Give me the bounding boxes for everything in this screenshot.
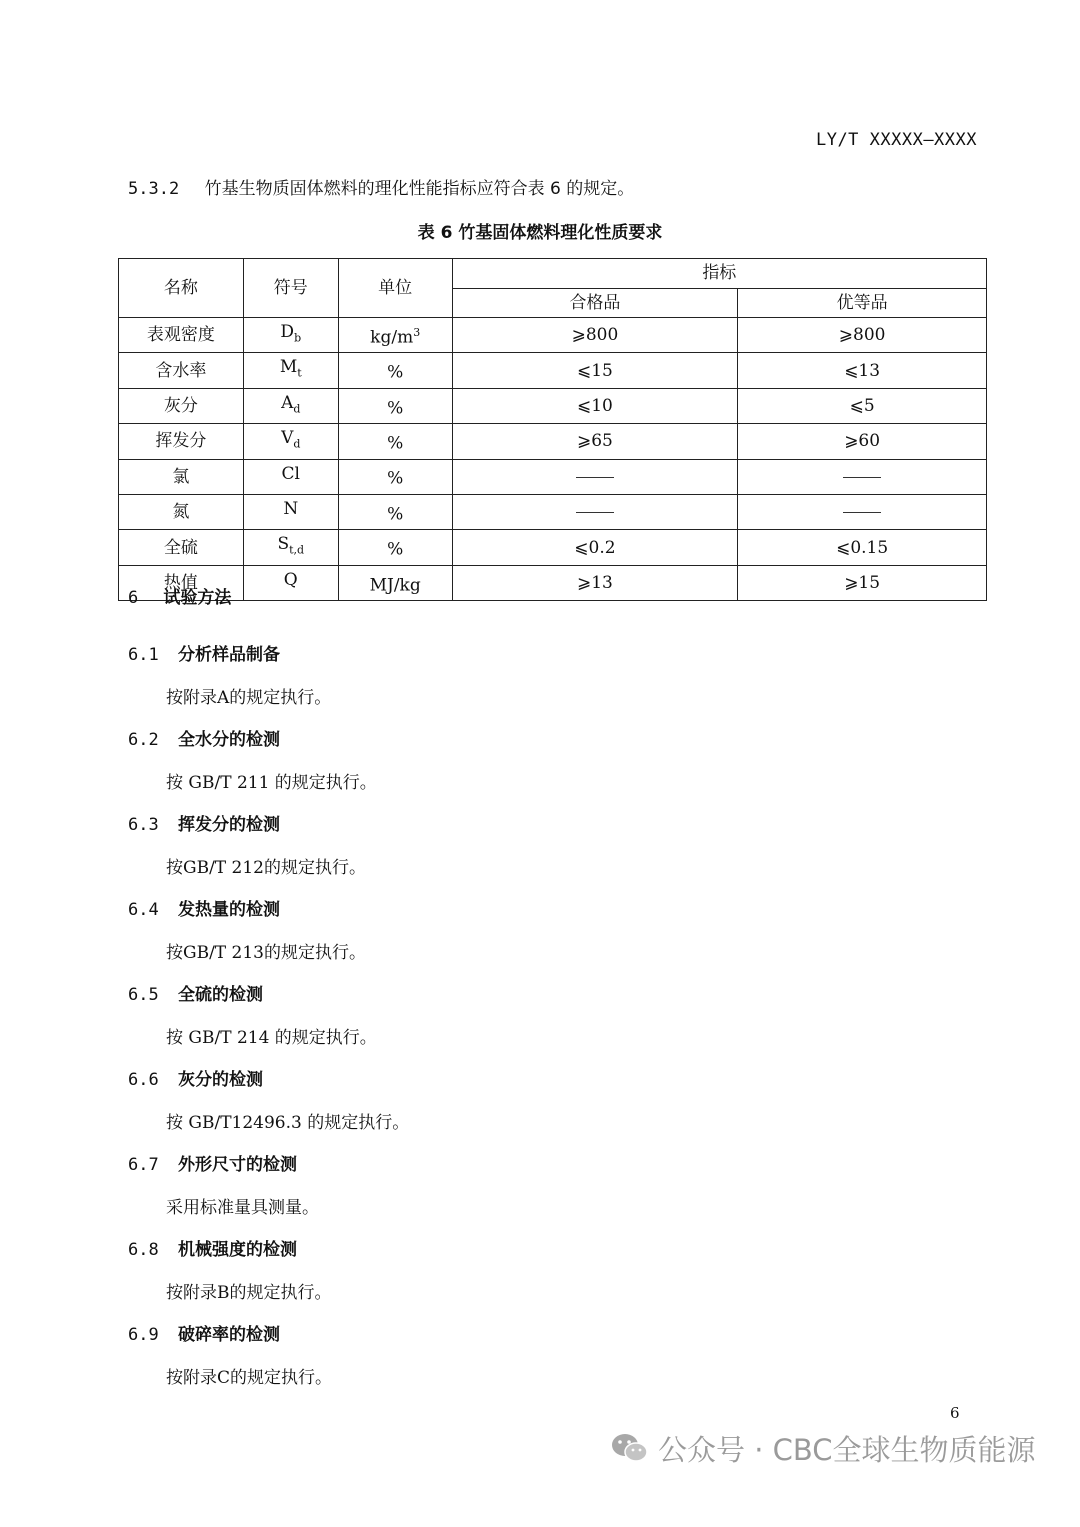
unit-main: MJ/kg: [369, 575, 421, 596]
cell-qualified: [452, 459, 738, 494]
cell-qualified: ⩾65: [452, 424, 738, 459]
table-row: [119, 494, 987, 529]
cell-name: 灰分: [119, 388, 244, 423]
cell-unit: [338, 565, 452, 600]
subsection-text: 按 GB/T12496.3 的规定执行。: [166, 1113, 410, 1133]
cell-superior: ⩾60: [738, 424, 987, 459]
cell-qualified: [452, 494, 738, 529]
symbol-main: D: [280, 322, 295, 342]
wechat-icon: [610, 1432, 650, 1464]
table-row: [119, 565, 987, 600]
dash-mark: [576, 512, 614, 513]
subsection-heading: [128, 725, 280, 750]
watermark: [610, 1430, 1036, 1466]
header-unit: 单位: [338, 259, 452, 318]
header-indicator: 指标: [452, 259, 986, 289]
cell-symbol: [243, 565, 338, 600]
spec-table: [118, 258, 987, 601]
unit-main: %: [387, 398, 404, 419]
unit-main: %: [387, 539, 404, 560]
header-symbol: 符号: [243, 259, 338, 318]
subsection-number: 6.6: [128, 1070, 159, 1090]
subsection-text: 按 GB/T 211 的规定执行。: [166, 773, 377, 793]
header-superior: 优等品: [738, 288, 987, 318]
cell-qualified: ⩽10: [452, 388, 738, 423]
subsection-number: 6.2: [128, 730, 159, 750]
cell-unit: [338, 530, 452, 565]
cell-superior: ⩽5: [738, 388, 987, 423]
unit-superscript: 3: [413, 325, 421, 339]
unit-main: kg/m: [370, 327, 414, 348]
symbol-main: V: [281, 428, 294, 449]
cell-qualified: ⩾13: [452, 565, 738, 600]
cell-unit: [338, 318, 452, 353]
document-code: LY/T XXXXX—XXXX: [815, 130, 977, 150]
subsection-title: 机械强度的检测: [178, 1240, 297, 1260]
cell-name: 全硫: [119, 530, 244, 565]
cell-symbol: [243, 530, 338, 565]
table-title: 表 6 竹基固体燃料理化性质要求: [417, 223, 663, 243]
dash-mark: [843, 477, 881, 478]
subsection-heading: [128, 980, 263, 1005]
subsection-text: 按附录B的规定执行。: [166, 1283, 332, 1303]
dash-mark: [576, 477, 614, 478]
page-number: 6: [950, 1404, 960, 1422]
subsection-title: 全硫的检测: [178, 985, 263, 1005]
subsection-text: 采用标准量具测量。: [166, 1198, 319, 1218]
symbol-main: S: [277, 534, 290, 555]
cell-name: 表观密度: [119, 318, 244, 353]
cell-unit: [338, 353, 452, 388]
subsection-text: 按附录A的规定执行。: [166, 688, 332, 708]
cell-qualified: ⩽0.2: [452, 530, 738, 565]
cell-unit: [338, 388, 452, 423]
cell-qualified: ⩽15: [452, 353, 738, 388]
header-name: 名称: [119, 259, 244, 318]
symbol-main: Cl: [281, 463, 300, 484]
subsection-number: 6.8: [128, 1240, 159, 1260]
subsection-title: 挥发分的检测: [178, 815, 280, 835]
table-row: [119, 459, 987, 494]
subsection-title: 发热量的检测: [178, 900, 280, 920]
cell-name: 氮: [119, 494, 244, 529]
cell-superior: ⩾15: [738, 565, 987, 600]
cell-superior: [738, 494, 987, 529]
symbol-subscript: d: [293, 402, 301, 416]
subsection-number: 6.9: [128, 1325, 159, 1345]
subsection-heading: [128, 1065, 263, 1090]
subsection-heading: [128, 1320, 280, 1345]
subsection-text: 按GB/T 212的规定执行。: [166, 858, 366, 878]
unit-main: %: [387, 504, 404, 525]
cell-unit: [338, 459, 452, 494]
section-6-heading: [128, 583, 231, 608]
subsection-heading: [128, 640, 280, 665]
cell-symbol: [243, 353, 338, 388]
subsection-heading: [128, 895, 280, 920]
unit-main: %: [387, 469, 404, 490]
table-row: [119, 424, 987, 459]
cell-name: 氯: [119, 459, 244, 494]
subsection-number: 6.3: [128, 815, 159, 835]
cell-qualified: ⩾800: [452, 318, 738, 353]
table-row: [119, 530, 987, 565]
subsection-heading: [128, 1235, 297, 1260]
symbol-main: M: [279, 357, 298, 378]
subsection-number: 6.7: [128, 1155, 159, 1175]
cell-superior: ⩽0.15: [738, 530, 987, 565]
symbol-main: Q: [283, 569, 298, 590]
dash-mark: [843, 512, 881, 513]
cell-superior: ⩾800: [738, 318, 987, 353]
cell-symbol: [243, 388, 338, 423]
symbol-main: N: [283, 498, 299, 519]
subsection-text: 按附录C的规定执行。: [166, 1368, 333, 1388]
section-number: 6: [128, 588, 139, 608]
symbol-main: A: [281, 392, 294, 413]
table-row: [119, 318, 987, 353]
cell-symbol: [243, 424, 338, 459]
subsection-number: 6.1: [128, 645, 159, 665]
symbol-subscript: b: [294, 331, 302, 345]
subsection-title: 分析样品制备: [178, 645, 280, 665]
table-row: [119, 353, 987, 388]
unit-main: %: [387, 433, 404, 454]
subsection-heading: [128, 1150, 297, 1175]
subsection-text: 按 GB/T 214 的规定执行。: [166, 1028, 377, 1048]
cell-unit: [338, 424, 452, 459]
subsection-number: 6.4: [128, 900, 159, 920]
cell-superior: [738, 459, 987, 494]
symbol-subscript: t,d: [289, 543, 305, 557]
symbol-subscript: d: [293, 437, 301, 451]
subsection-title: 灰分的检测: [178, 1070, 263, 1090]
unit-main: %: [387, 362, 404, 383]
cell-name: 含水率: [119, 353, 244, 388]
clause-5-3-2: [128, 174, 634, 199]
clause-text: 竹基生物质固体燃料的理化性能指标应符合表 6 的规定。: [204, 179, 635, 199]
subsection-heading: [128, 810, 280, 835]
section-title: 试验方法: [163, 588, 232, 608]
subsection-title: 全水分的检测: [178, 730, 280, 750]
cell-unit: [338, 494, 452, 529]
clause-number: 5.3.2: [128, 179, 180, 199]
header-qualified: 合格品: [452, 288, 738, 318]
subsection-title: 破碎率的检测: [178, 1325, 280, 1345]
cell-symbol: [243, 318, 338, 353]
cell-symbol: [243, 494, 338, 529]
table-header-row: [119, 259, 987, 289]
table-row: [119, 388, 987, 423]
cell-symbol: [243, 459, 338, 494]
watermark-text: 公众号 · CBC全球生物质能源: [658, 1432, 1036, 1467]
subsection-text: 按GB/T 213的规定执行。: [166, 943, 366, 963]
subsection-title: 外形尺寸的检测: [178, 1155, 297, 1175]
symbol-subscript: t: [297, 366, 302, 380]
cell-name: 挥发分: [119, 424, 244, 459]
subsection-number: 6.5: [128, 985, 159, 1005]
cell-name: 热值: [119, 565, 244, 600]
cell-superior: ⩽13: [738, 353, 987, 388]
